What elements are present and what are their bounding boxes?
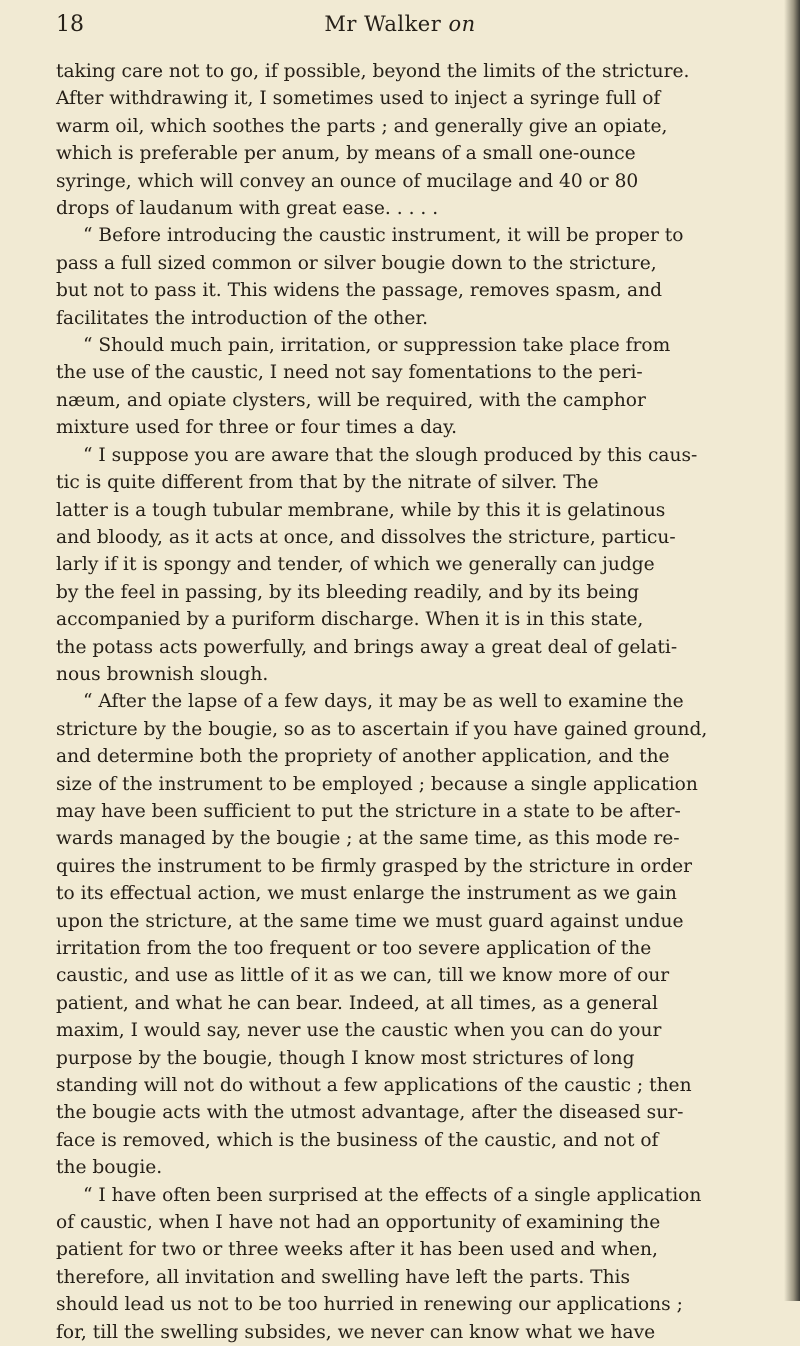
text-line: which is preferable per anum, by means of a small one-ounce <box>56 143 636 165</box>
text-line: After withdrawing it, I sometimes used to inject a syringe full of <box>56 88 661 110</box>
text-line: nous brownish slough. <box>56 663 269 685</box>
text-line: purpose by the bougie, though I know most strictures of long <box>56 1047 635 1069</box>
text-line: larly if it is spongy and tender, of which we generally can judge <box>56 554 655 576</box>
text-line: næum, and opiate clysters, will be required, with the camphor <box>56 389 646 411</box>
text-line: and determine both the propriety of another application, and the <box>56 746 670 768</box>
text-line: the bougie. <box>56 1157 163 1179</box>
text-line: patient, and what he can bear. Indeed, at all times, as a general <box>56 992 658 1014</box>
running-title <box>0 12 800 36</box>
running-title-italic: on <box>448 12 476 36</box>
text-line: but not to pass it. This widens the passage, removes spasm, and <box>56 280 662 302</box>
text-line: warm oil, which soothes the parts ; and generally give an opiate, <box>56 115 668 137</box>
text-line: mixture used for three or four times a day. <box>56 417 458 439</box>
paragraph <box>56 442 776 689</box>
text-line: “ I have often been surprised at the effects of a single application <box>83 1184 702 1206</box>
text-line: face is removed, which is the business of the caustic, and not of <box>56 1129 659 1151</box>
running-title-text: Mr Walker <box>324 12 442 36</box>
text-line: maxim, I would say, never use the caustic when you can do your <box>56 1020 662 1042</box>
paragraph <box>56 332 776 442</box>
body-text <box>56 58 776 1346</box>
text-line: size of the instrument to be employed ; because a single application <box>56 773 698 795</box>
text-line: for, till the swelling subsides, we never can know what we have <box>56 1321 656 1343</box>
text-line: patient for two or three weeks after it has been used and when, <box>56 1239 658 1261</box>
text-line: quires the instrument to be firmly grasped by the stricture in order <box>56 855 693 877</box>
paragraph <box>56 688 776 1181</box>
text-line: upon the stricture, at the same time we must guard against undue <box>56 910 684 932</box>
text-line: facilitates the introduction of the other. <box>56 307 429 329</box>
text-line: the potass acts powerfully, and brings away a great deal of gelati- <box>56 636 678 658</box>
text-line: wards managed by the bougie ; at the same time, as this mode re- <box>56 828 680 850</box>
text-line: “ Should much pain, irritation, or suppression take place from <box>83 335 671 357</box>
text-line: tic is quite different from that by the nitrate of silver. The <box>56 472 599 494</box>
page-number: 18 <box>56 12 84 37</box>
text-line: accompanied by a puriform discharge. When it is in this state, <box>56 609 644 631</box>
text-line: “ Before introducing the caustic instrument, it will be proper to <box>83 225 684 247</box>
text-line: latter is a tough tubular membrane, while by this it is gelatinous <box>56 499 666 521</box>
text-line: “ I suppose you are aware that the slough produced by this caus- <box>83 444 698 466</box>
text-line: therefore, all invitation and swelling have left the parts. This <box>56 1266 631 1288</box>
text-line: drops of laudanum with great ease. . . . . <box>56 198 439 220</box>
text-line: irritation from the too frequent or too severe application of the <box>56 938 652 959</box>
text-line: pass a full sized common or silver bougie down to the stricture, <box>56 252 657 274</box>
paragraph <box>56 58 776 222</box>
text-line: of caustic, when I have not had an opportunity of examining the <box>56 1212 661 1234</box>
text-line: the use of the caustic, I need not say fomentations to the peri- <box>56 362 643 384</box>
text-line: “ After the lapse of a few days, it may be as well to examine the <box>83 691 684 713</box>
text-line: may have been sufficient to put the stricture in a state to be after- <box>56 800 681 822</box>
text-line: to its effectual action, we must enlarge the instrument as we gain <box>56 883 677 905</box>
paragraph <box>56 1182 776 1346</box>
text-line: syringe, which will convey an ounce of mucilage and 40 or 80 <box>56 170 639 192</box>
text-line: taking care not to go, if possible, beyond the limits of the stricture. <box>56 61 690 82</box>
paragraph <box>56 222 776 332</box>
text-line: caustic, and use as little of it as we can, till we know more of our <box>56 965 670 987</box>
text-line: stricture by the bougie, so as to ascertain if you have gained ground, <box>56 718 708 740</box>
text-line: standing will not do without a few applications of the caustic ; then <box>56 1075 692 1097</box>
text-line: the bougie acts with the utmost advantage, after the diseased sur- <box>56 1102 684 1124</box>
text-line: should lead us not to be too hurried in renewing our applications ; <box>56 1294 683 1316</box>
page-edge-shadow <box>784 0 800 1301</box>
text-line: by the feel in passing, by its bleeding readily, and by its being <box>56 581 640 603</box>
text-line: and bloody, as it acts at once, and dissolves the stricture, particu- <box>56 526 676 548</box>
